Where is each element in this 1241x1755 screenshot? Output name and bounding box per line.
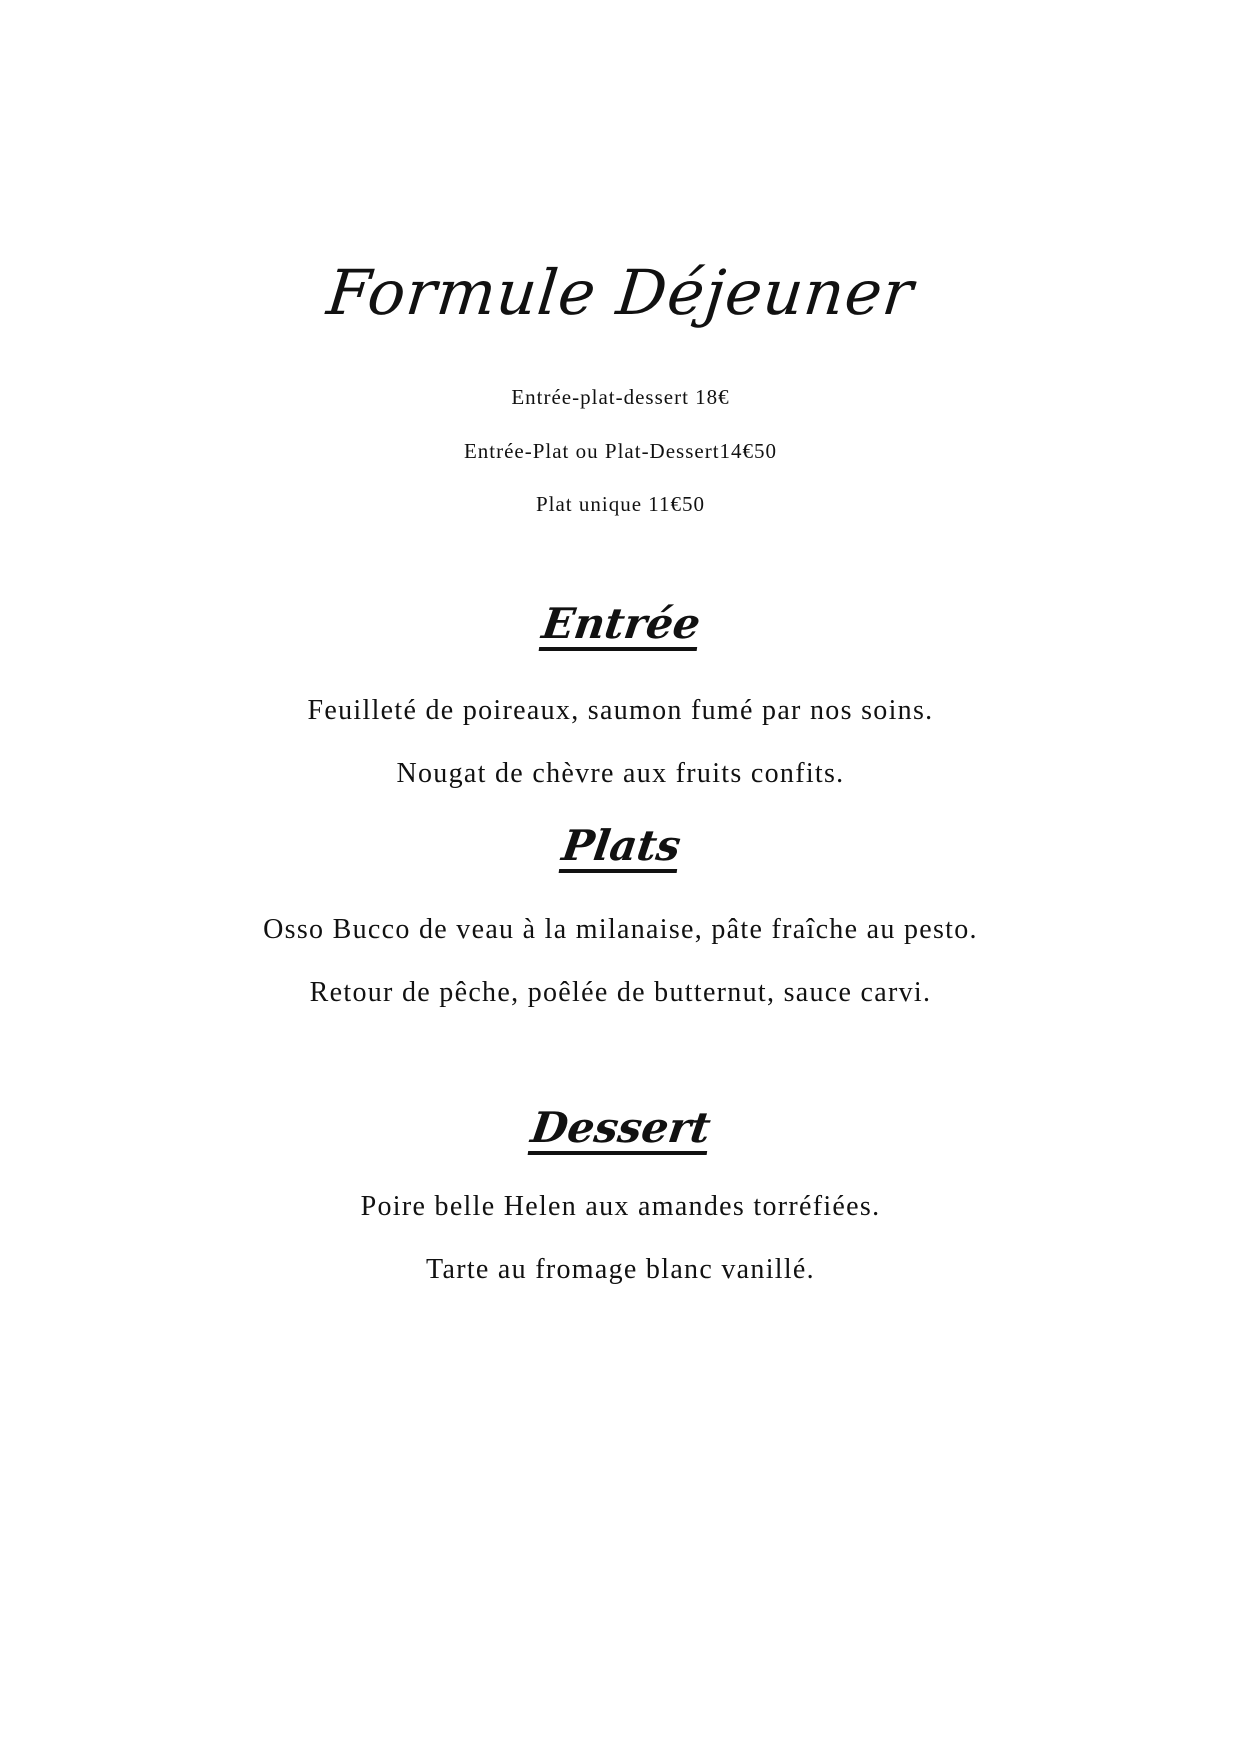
dish-dessert-1: Poire belle Helen aux amandes torréfiées. [360,1191,881,1222]
menu-title: Formule Déjeuner [323,256,918,329]
section-heading-entree [0,599,1241,651]
dish-entree-1: Feuilleté de poireaux, saumon fumé par nos soins. [307,695,934,726]
section-heading-entree-text: Entrée [538,603,702,651]
dish-dessert-2: Tarte au fromage blanc vanillé. [426,1254,815,1285]
section-heading-plats-text: Plats [558,825,683,873]
section-heading-dessert-text: Dessert [528,1107,713,1155]
dish-plat-1: Osso Bucco de veau à la milanaise, pâte fraîche au pesto. [263,914,978,945]
section-heading-dessert [0,1103,1241,1155]
price-formula-two-courses: Entrée-Plat ou Plat-Dessert14€50 [463,439,778,463]
dish-entree-2: Nougat de chèvre aux fruits confits. [396,758,845,789]
dish-plat-2: Retour de pêche, poêlée de butternut, sauce carvi. [309,977,932,1008]
price-formula-full: Entrée-plat-dessert 18€ [511,385,730,409]
price-formula-single: Plat unique 11€50 [535,492,706,516]
section-heading-plats [0,821,1241,873]
